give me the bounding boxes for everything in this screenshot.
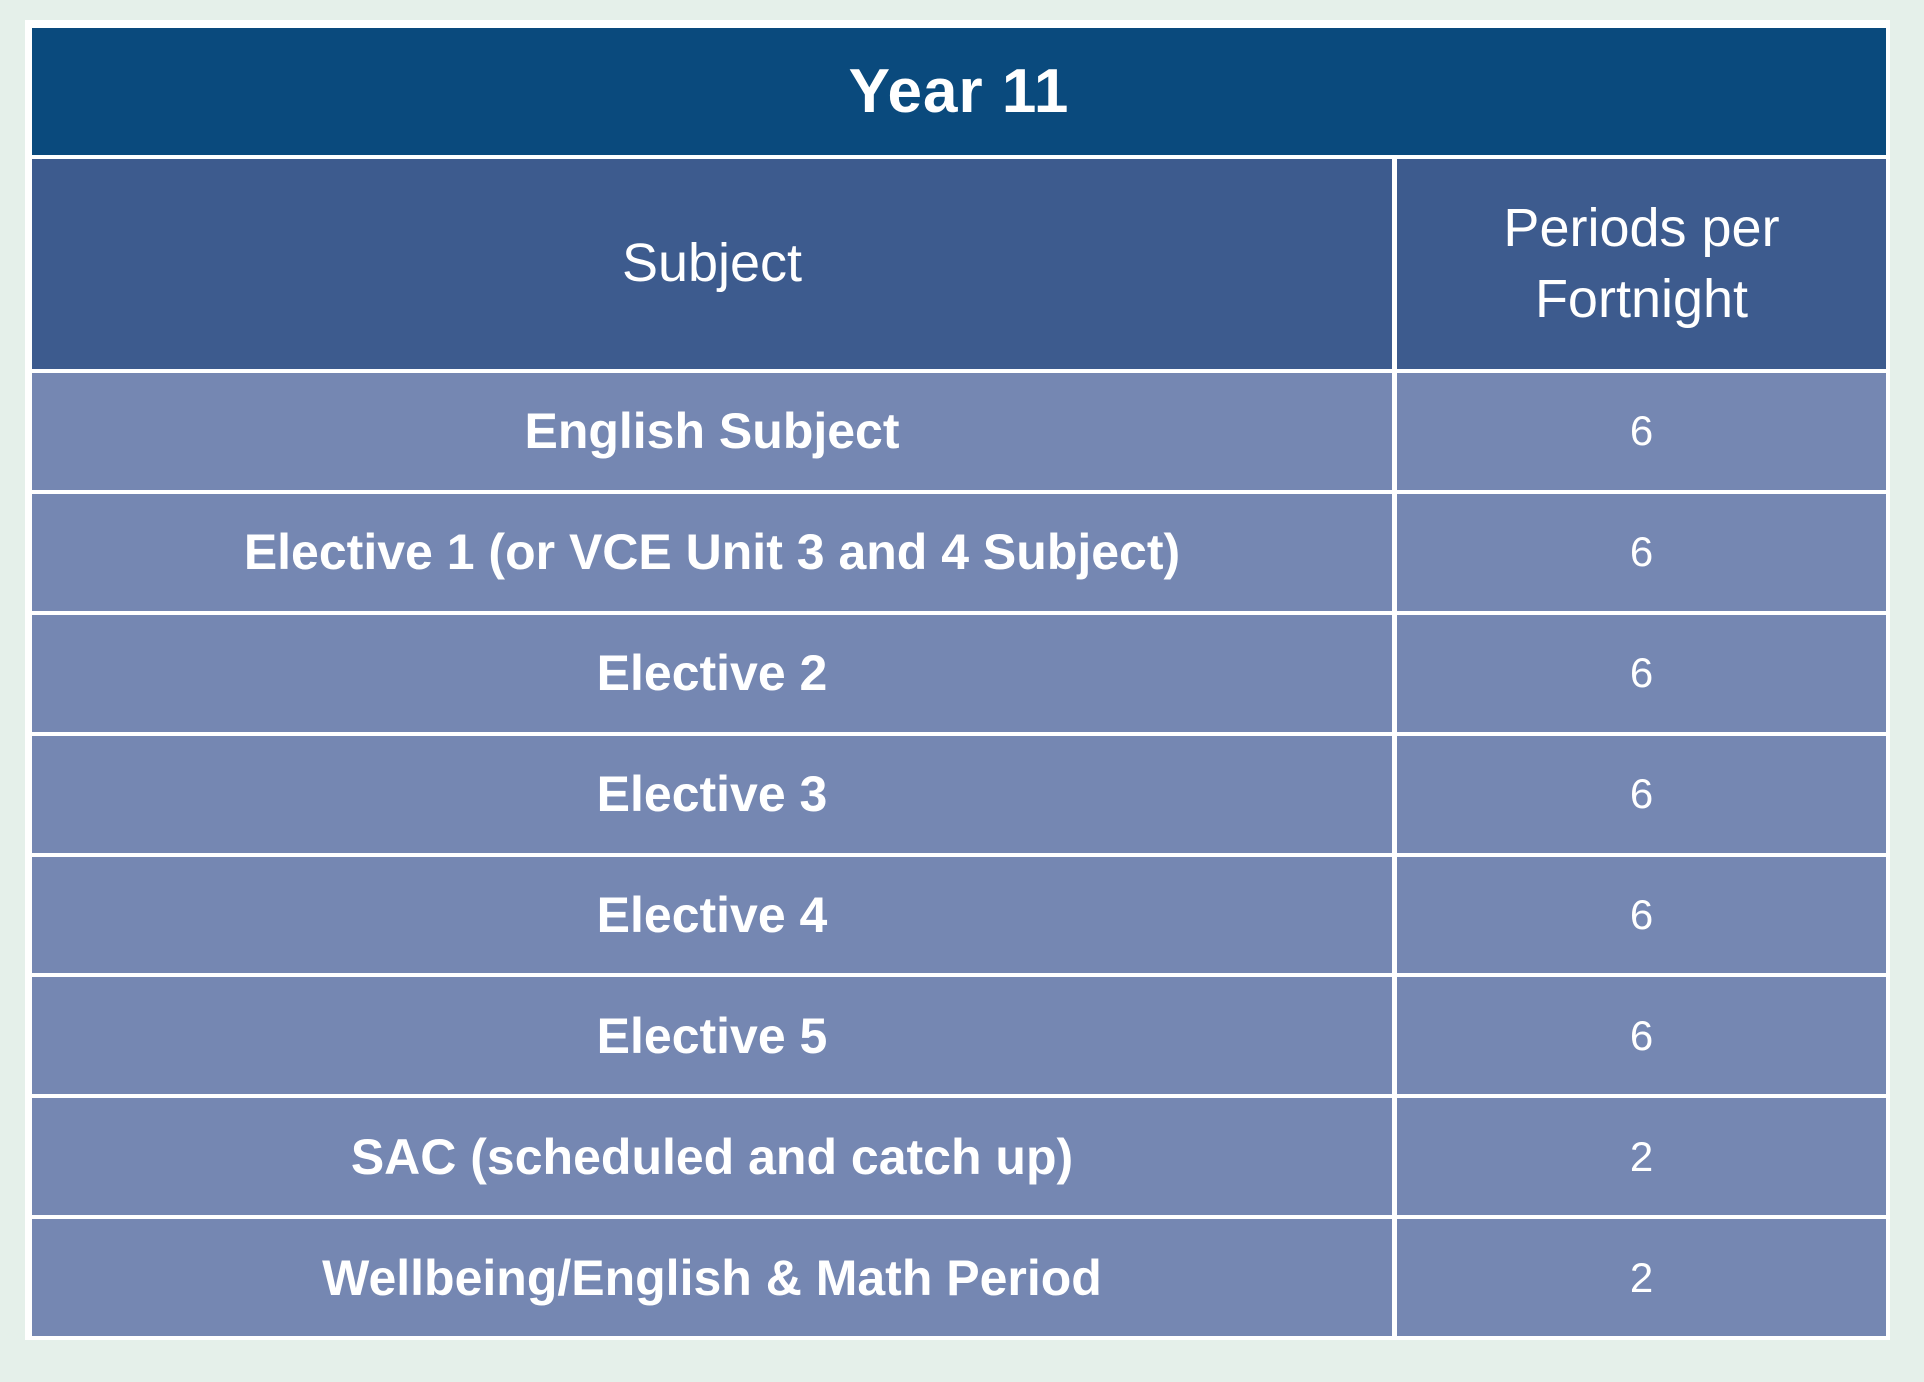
periods-cell: 2 xyxy=(1397,1098,1886,1215)
subject-cell: English Subject xyxy=(32,373,1392,490)
periods-cell: 6 xyxy=(1397,977,1886,1094)
subject-cell: Elective 4 xyxy=(32,857,1392,974)
periods-cell: 6 xyxy=(1397,373,1886,490)
periods-cell: 6 xyxy=(1397,736,1886,853)
subject-cell: Elective 2 xyxy=(32,615,1392,732)
table-grid xyxy=(32,28,1886,1336)
year-11-table xyxy=(25,20,1890,1340)
periods-cell: 6 xyxy=(1397,494,1886,611)
subject-cell: SAC (scheduled and catch up) xyxy=(32,1098,1392,1215)
subject-cell: Elective 1 (or VCE Unit 3 and 4 Subject) xyxy=(32,494,1392,611)
periods-cell: 2 xyxy=(1397,1219,1886,1336)
column-header-periods-per-fortnight: Periods per Fortnight xyxy=(1397,159,1886,369)
column-header-subject: Subject xyxy=(32,159,1392,369)
table-title: Year 11 xyxy=(32,28,1886,155)
periods-cell: 6 xyxy=(1397,615,1886,732)
periods-cell: 6 xyxy=(1397,857,1886,974)
subject-cell: Wellbeing/English & Math Period xyxy=(32,1219,1392,1336)
subject-cell: Elective 3 xyxy=(32,736,1392,853)
subject-cell: Elective 5 xyxy=(32,977,1392,1094)
